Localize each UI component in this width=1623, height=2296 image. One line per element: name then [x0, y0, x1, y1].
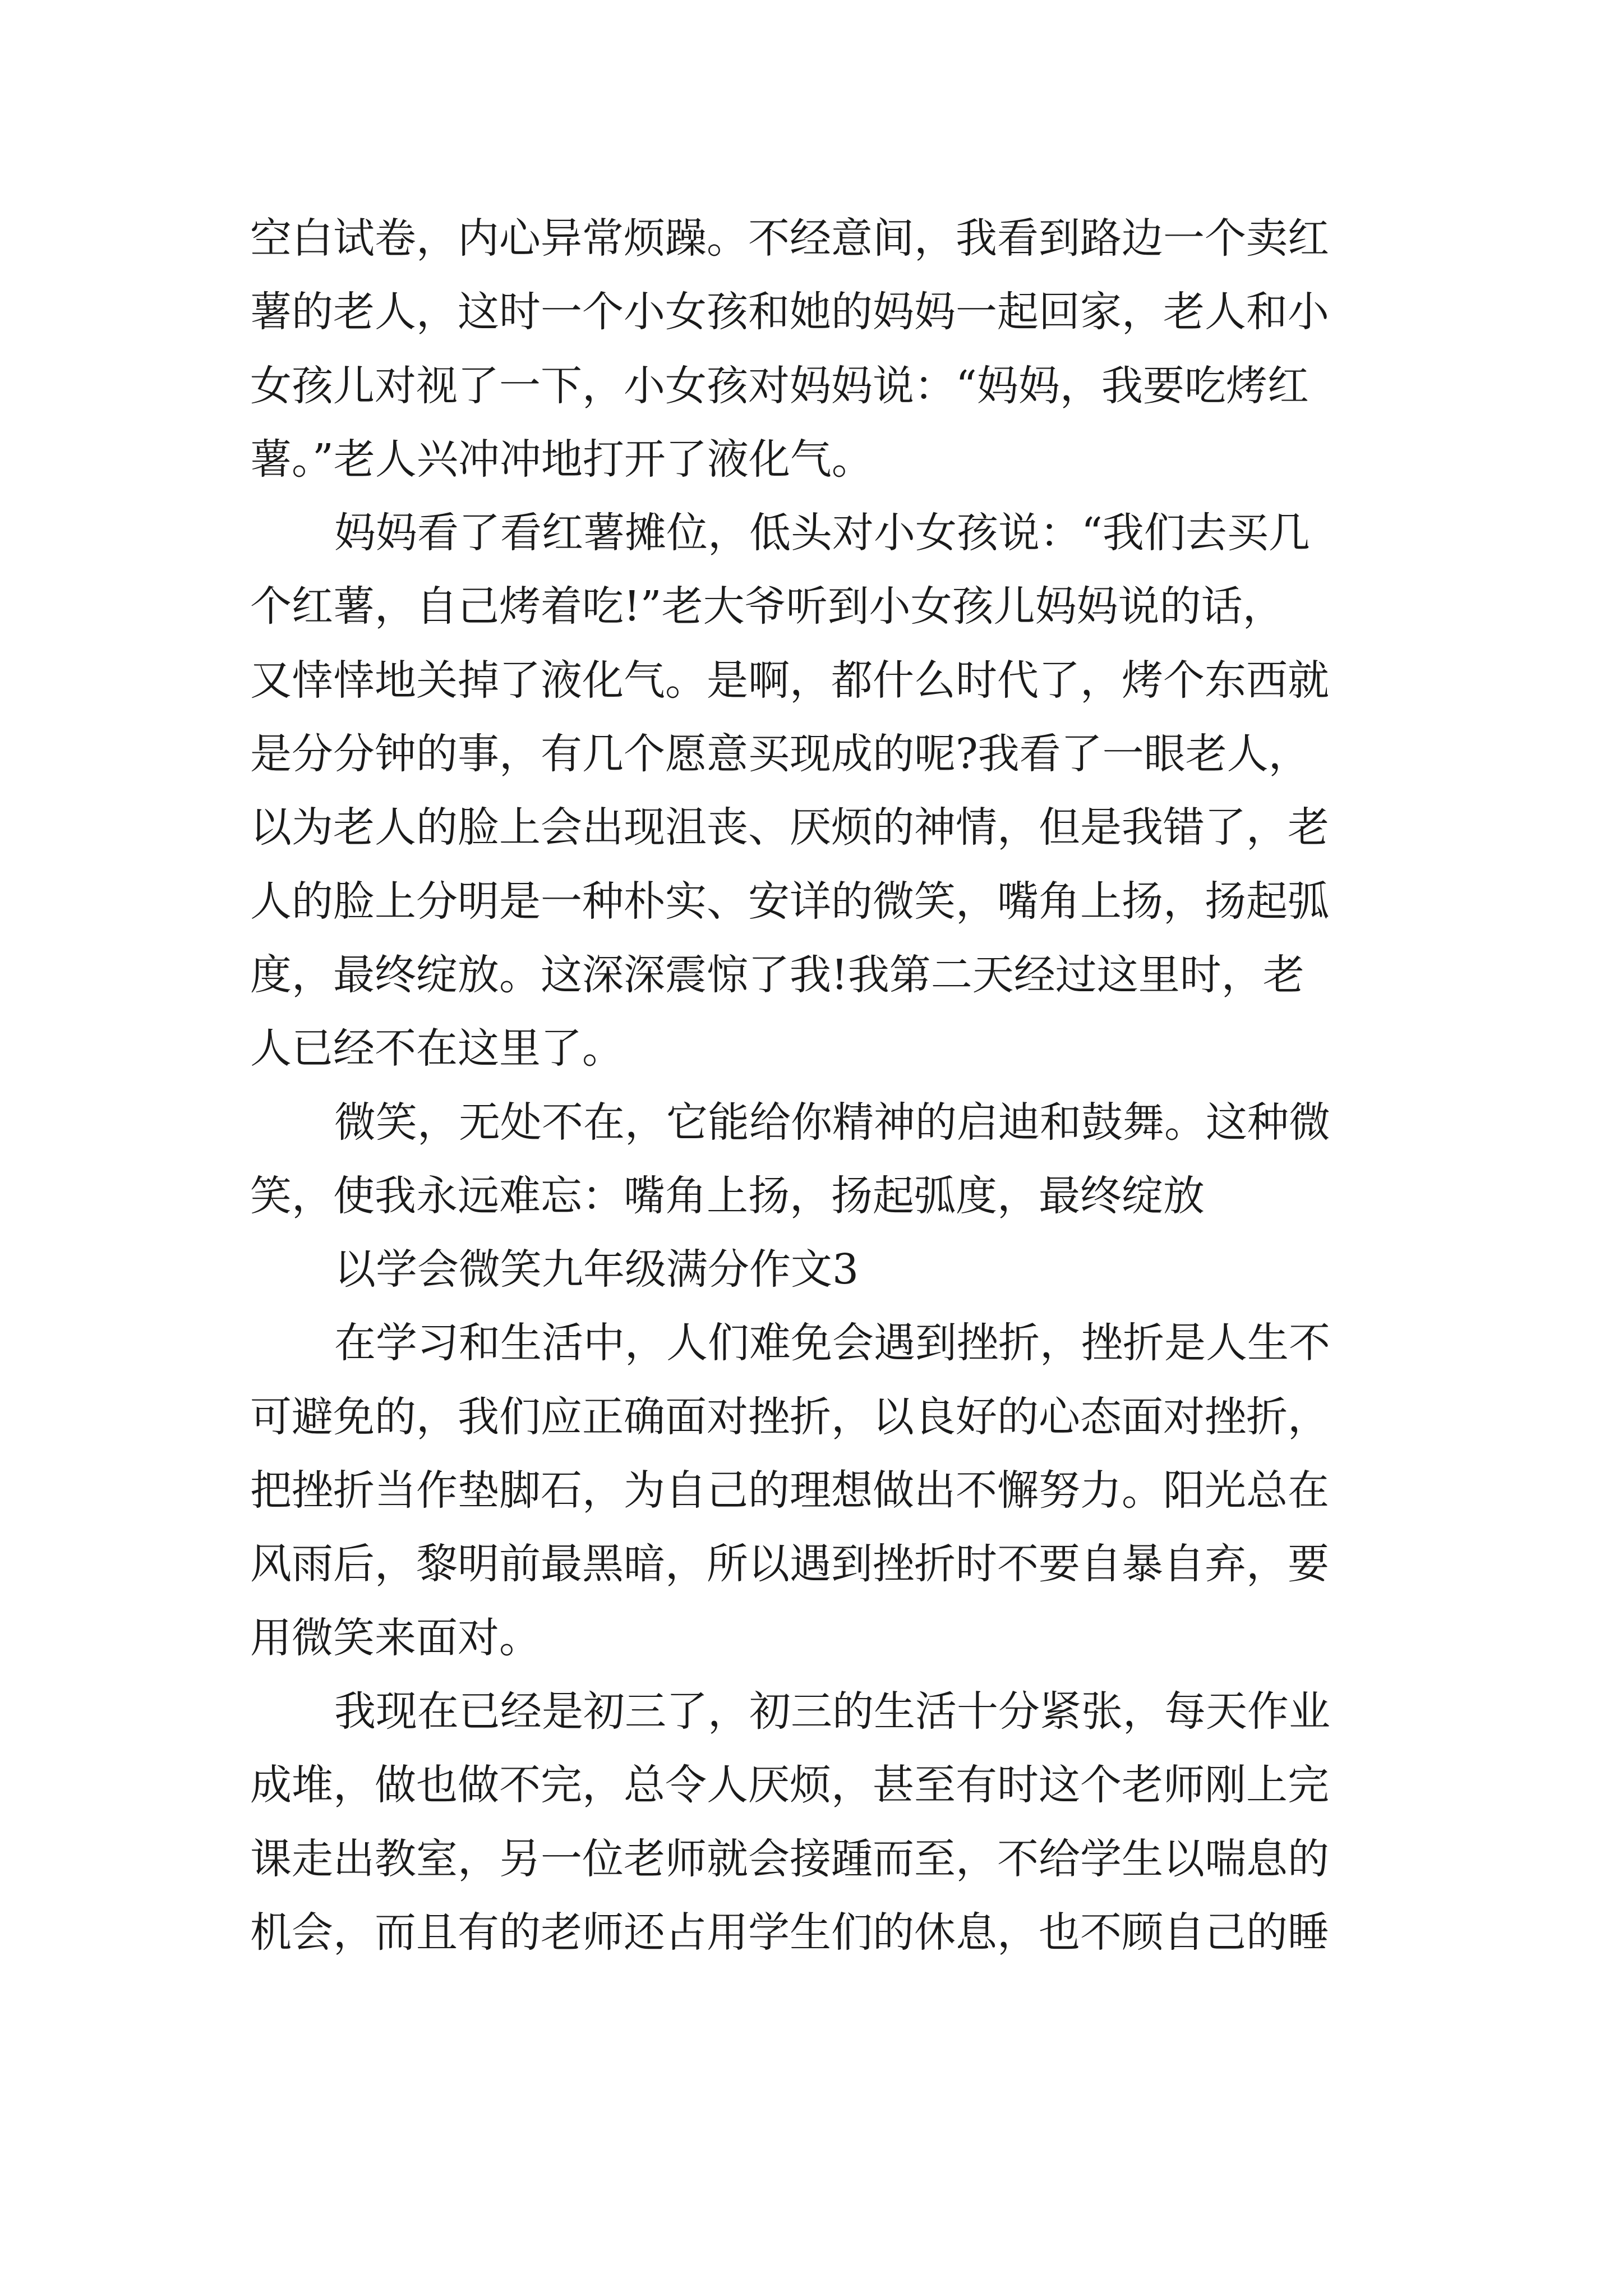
text-line: 又悻悻地关掉了液化气。是啊，都什么时代了，烤个东西就: [250, 656, 1329, 705]
document-body: [250, 202, 1394, 1970]
heading-text: 以学会微笑九年级满分作文3: [334, 1245, 859, 1294]
text-line: 课走出教室，另一位老师就会接踵而至，不给学生以喘息的: [250, 1834, 1329, 1883]
text-line: 薯。”老人兴冲冲地打开了液化气。: [250, 435, 873, 484]
paragraph: [250, 496, 1394, 1085]
text-line: 个红薯，自己烤着吃!”老大爷听到小女孩儿妈妈说的话，: [250, 582, 1284, 631]
text-line: 笑，使我永远难忘：嘴角上扬，扬起弧度，最终绽放: [250, 1171, 1205, 1220]
text-line: 空白试卷，内心异常烦躁。不经意间，我看到路边一个卖红: [250, 214, 1329, 263]
text-line: 可避免的，我们应正确面对挫折，以良好的心态面对挫折，: [250, 1392, 1329, 1441]
text-line: 薯的老人，这时一个小女孩和她的妈妈一起回家，老人和小: [250, 288, 1329, 337]
text-line: 人的脸上分明是一种朴实、安详的微笑，嘴角上扬，扬起弧: [250, 877, 1329, 926]
section-heading: [250, 1233, 1394, 1306]
paragraph: [250, 1306, 1394, 1674]
text-line: 度，最终绽放。这深深震惊了我!我第二天经过这里时，老: [250, 950, 1304, 999]
text-line: 我现在已经是初三了，初三的生活十分紧张，每天作业: [334, 1687, 1330, 1736]
text-line: 把挫折当作垫脚石，为自己的理想做出不懈努力。阳光总在: [250, 1466, 1329, 1515]
text-line: 机会，而且有的老师还占用学生们的休息，也不顾自己的睡: [250, 1908, 1329, 1957]
text-line: 在学习和生活中，人们难免会遇到挫折，挫折是人生不: [334, 1319, 1330, 1368]
text-line: 用微笑来面对。: [250, 1613, 541, 1662]
text-line: 人已经不在这里了。: [250, 1024, 624, 1073]
text-line: 是分分钟的事，有几个愿意买现成的呢?我看了一眼老人，: [250, 730, 1310, 779]
text-line: 成堆，做也做不完，总令人厌烦，甚至有时这个老师刚上完: [250, 1761, 1329, 1810]
paragraph: [250, 1675, 1394, 1970]
paragraph: [250, 1086, 1394, 1234]
text-line: 女孩儿对视了一下，小女孩对妈妈说：“妈妈，我要吃烤红: [250, 361, 1309, 410]
text-line: 微笑，无处不在，它能给你精神的启迪和鼓舞。这种微: [334, 1098, 1330, 1147]
text-line: 风雨后，黎明前最黑暗，所以遇到挫折时不要自暴自弃，要: [250, 1540, 1329, 1589]
text-line: 以为老人的脸上会出现沮丧、厌烦的神情，但是我错了，老: [250, 803, 1329, 852]
paragraph: [250, 202, 1394, 496]
text-line: 妈妈看了看红薯摊位，低头对小女孩说：“我们去买几: [334, 509, 1310, 558]
